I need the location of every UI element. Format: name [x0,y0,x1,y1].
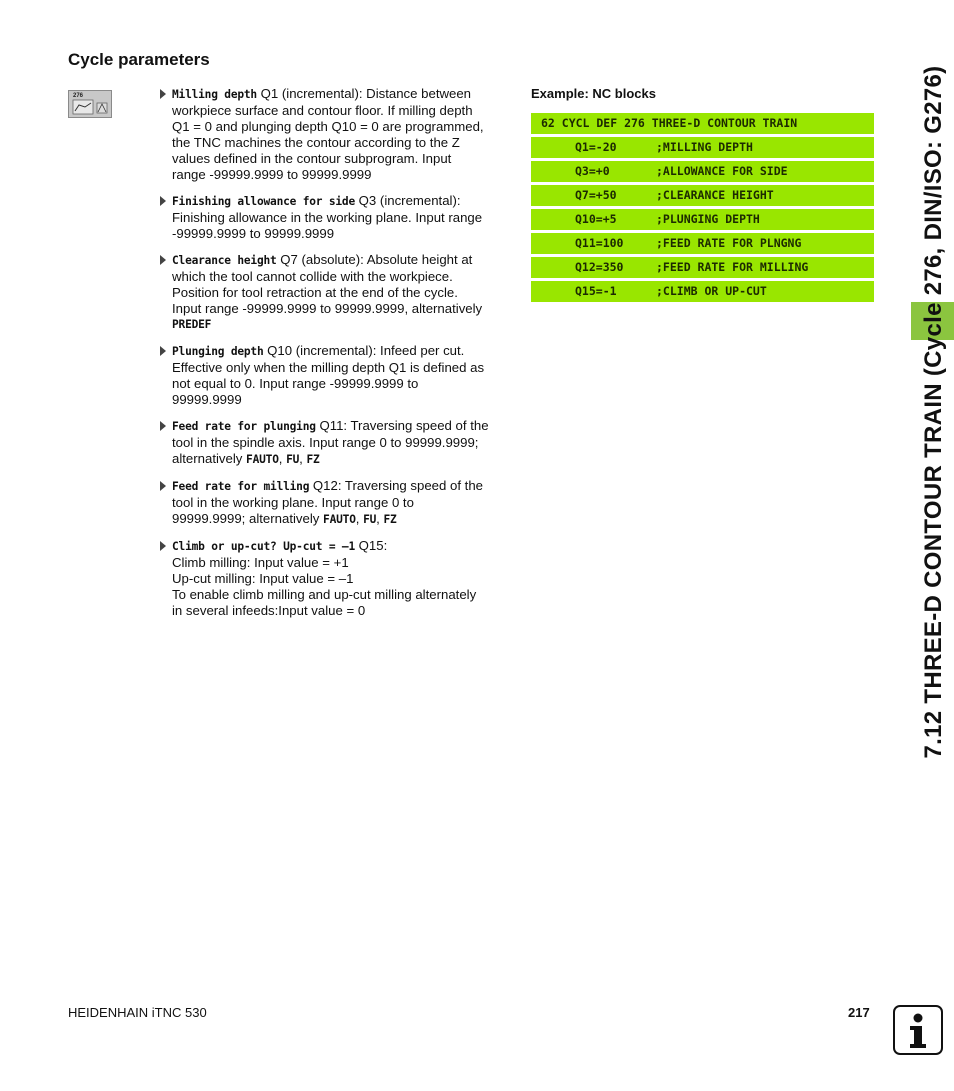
nc-block-row [531,185,874,206]
param-text: alternatively [172,451,243,466]
param-name: Feed rate for milling [172,480,310,493]
bullet-arrow-icon [160,421,166,431]
nc-comment: ;CLIMB OR UP-CUT [656,284,767,298]
param-keyword: FAUTO [323,513,356,526]
cycle-276-icon [68,90,112,118]
param-text: Position for tool retraction at the end of the cycle. [172,285,458,300]
nc-block-row [531,161,874,182]
nc-block-row [531,257,874,278]
nc-comment: ;FEED RATE FOR PLNGNG [656,236,802,250]
nc-comment: ;CLEARANCE HEIGHT [656,188,774,202]
param-text: Q7 (absolute): Absolute height at [280,252,473,267]
param-text: Q12: Traversing speed of the [312,478,483,493]
param-text: tool in the working plane. Input range 0 to [172,495,414,510]
nc-block-row [531,281,874,302]
param-text: -99999.9999 to 99999.9999 [172,226,335,241]
param-keyword: FAUTO [246,453,279,466]
param-text: in several infeeds:Input value = 0 [172,603,366,618]
param-clearance-height [158,252,512,333]
param-text: Up-cut milling: Input value = –1 [172,571,354,586]
nc-command: Q12=350 [575,260,624,274]
bullet-arrow-icon [160,89,166,99]
param-text: the TNC machines the contour according to the Z [172,135,460,150]
param-name: Clearance height [172,254,277,267]
param-text: range -99999.9999 to 99999.9999 [172,167,372,182]
nc-comment: ;MILLING DEPTH [656,140,753,154]
param-feed-rate-plunging: Feed rate for plunging Q11: Traversing speed of the tool in the spindle axis. Input range 0 to 99999.9999; alternatively FAUTO, FU, FZ [158,418,512,468]
param-keyword: FU [363,513,377,526]
nc-command: Q7=+50 [575,188,617,202]
param-text: Climb milling: Input value = +1 [172,555,349,570]
param-keyword: PREDEF [172,318,212,331]
param-name: Plunging depth [172,345,264,358]
nc-command: 62 CYCL DEF 276 THREE-D CONTOUR TRAIN [541,116,798,130]
param-finishing-allowance [158,193,512,242]
param-name: Climb or up-cut? Up-cut = –1 [172,540,355,553]
param-text: Q11: Traversing speed of the [319,418,489,433]
nc-comment: ;ALLOWANCE FOR SIDE [656,164,788,178]
nc-command: Q10=+5 [575,212,617,226]
param-text: tool in the spindle axis. Input range 0 to 99999.9999; [172,435,479,450]
nc-block-row [531,209,874,230]
param-text: not equal to 0. Input range -99999.9999 to [172,376,419,391]
param-text: Q3 (incremental): [358,193,461,208]
param-keyword: FZ [306,453,320,466]
nc-comment: ;FEED RATE FOR MILLING [656,260,809,274]
param-text: Input range -99999.9999 to 99999.9999, alternatively [172,301,483,316]
nc-command: Q1=-20 [575,140,617,154]
param-text: values defined in the contour subprogram. Input [172,151,452,166]
param-climb-or-upcut [158,538,512,619]
nc-blocks [531,113,874,305]
param-text: workpiece surface and contour floor. If milling depth [172,103,473,118]
nc-comment: ;PLUNGING DEPTH [656,212,760,226]
footer-manual-name: HEIDENHAIN iTNC 530 [68,1005,207,1020]
param-name: Feed rate for plunging [172,420,316,433]
bullet-arrow-icon [160,346,166,356]
nc-command: Q15=-1 [575,284,617,298]
nc-block-header [531,113,874,134]
param-text: 99999.9999 [172,392,242,407]
nc-block-row [531,233,874,254]
param-text: which the tool cannot collide with the workpiece. [172,269,453,284]
param-keyword: FU [286,453,300,466]
param-plunging-depth [158,343,512,408]
param-milling-depth [158,86,512,183]
param-text: To enable climb milling and up-cut milling alternately [172,587,477,602]
param-text: Q15: [358,538,388,553]
bullet-arrow-icon [160,481,166,491]
parameter-list [158,86,512,629]
nc-block-row [531,137,874,158]
param-text: Q1 = 0 and plunging depth Q10 = 0 are programmed, [172,119,484,134]
param-text: Q10 (incremental): Infeed per cut. [267,343,465,358]
info-icon [893,1005,943,1055]
example-title: Example: NC blocks [531,86,656,101]
bullet-arrow-icon [160,196,166,206]
param-text: Effective only when the milling depth Q1 is defined as [172,360,485,375]
param-keyword: FZ [383,513,397,526]
nc-command: Q3=+0 [575,164,610,178]
nc-command: Q11=100 [575,236,624,250]
param-text: Finishing allowance in the working plane. Input range [172,210,483,225]
cycle-icon-number: 276 [73,93,84,99]
param-name: Finishing allowance for side [172,195,355,208]
param-text: Q1 (incremental): Distance between [260,86,472,101]
section-title: Cycle parameters [68,50,210,69]
bullet-arrow-icon [160,541,166,551]
page-number: 217 [848,1005,870,1020]
bullet-arrow-icon [160,255,166,265]
param-text: 99999.9999; alternatively [172,511,320,526]
param-feed-rate-milling: Feed rate for milling Q12: Traversing speed of the tool in the working plane. Input range 0 to 99999.9999; alternatively FAUTO, FU, FZ [158,478,512,528]
side-chapter-title: 7.12 THREE-D CONTOUR TRAIN (Cycle 276, DIN/ISO: G276) [920,65,947,759]
param-name: Milling depth [172,88,257,101]
